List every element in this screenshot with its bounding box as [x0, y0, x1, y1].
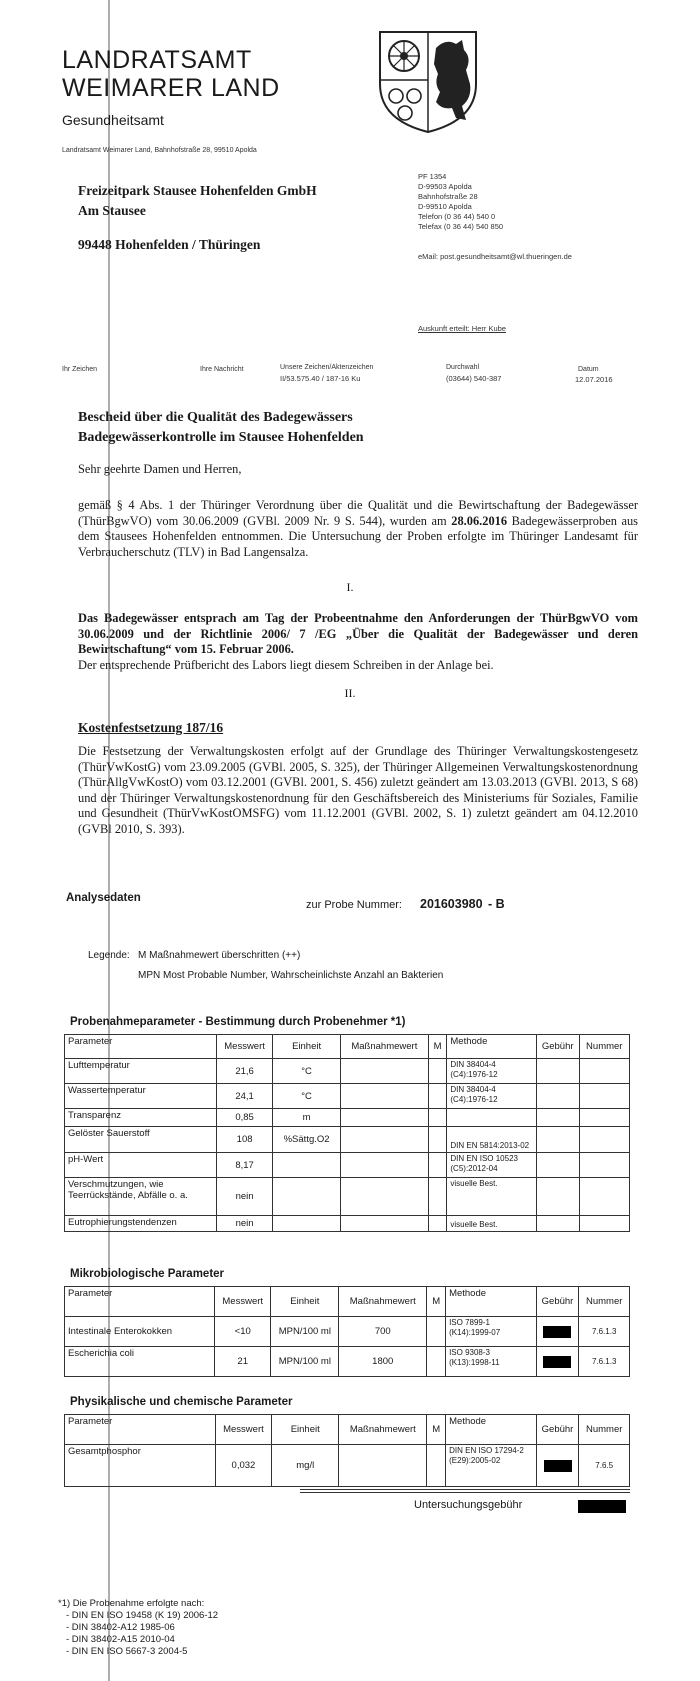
col-header: M [428, 1035, 447, 1059]
col-header: Maßnahmewert [339, 1415, 427, 1445]
footnote-item: - DIN 38402-A12 1985-06 [66, 1622, 175, 1633]
contact-line: Telefon (0 36 44) 540 0 [418, 212, 496, 221]
cell-m [428, 1127, 447, 1153]
cell-mw [340, 1153, 428, 1178]
col-header: Gebühr [536, 1415, 579, 1445]
cell-methode: DIN EN ISO 17294-2 (E29):2005-02 [446, 1445, 537, 1487]
redacted-fee [543, 1326, 571, 1338]
table-row [65, 1127, 630, 1153]
org-name-line2: WEIMARER LAND [62, 74, 280, 102]
contact-email: eMail: post.gesundheitsamt@wl.thueringen.de [418, 252, 572, 261]
p1-text-a: gemäß § 4 Abs. 1 der Thüringer Verordnung über die Qualität und die Bewirtschaftung der Badegewässer (ThürBgwVO) vom 30.06.2009 (GVBl. 2009 Nr. 9 S. 544), wurden am [78, 498, 638, 528]
table3-title: Physikalische und chemische Parameter [70, 1396, 293, 1408]
cell-wert: <10 [214, 1317, 270, 1347]
cell-gebuehr [536, 1178, 579, 1216]
cell-mw [340, 1109, 428, 1127]
col-header: Gebühr [536, 1035, 579, 1059]
table-mikrobiologie [64, 1286, 630, 1377]
cell-param: Transparenz [65, 1109, 217, 1127]
col-header: Messwert [215, 1415, 271, 1445]
cell-einheit: °C [273, 1084, 341, 1109]
paragraph-costs: Die Festsetzung der Verwaltungskosten erfolgt auf der Grundlage des Thüringer Verwaltungskostengesetz (ThürVwKostG) vom 23.09.2005 (GVBl. 2005, S. 325), der Thüringer Allgemeinen Verwaltungskostenordnung (ThürAllgVwKostO) vom 03.12.2001 (GVBl. 2001, S. 456) zuletzt geändert am 13.03.2013 (GVBl. 2013, S 68) und der Thüringer Verwaltungskostenordnung für den Geschäftsbereich des Ministeriums für Soziales, Familie und Gesundheit (ThürVwKostOMSFG) vom 11.12.2001 (GVBl. 2002, S. 1) zuletzt geändert am 04.12.2010 (GVBl 2010, S. 393). [78, 744, 638, 836]
table-row [65, 1153, 630, 1178]
cell-einheit: MPN/100 ml [271, 1317, 339, 1347]
footnote-item: - DIN 38402-A15 2010-04 [66, 1634, 175, 1645]
cell-m [427, 1317, 446, 1347]
cell-wert: nein [216, 1178, 272, 1216]
cell-gebuehr [536, 1127, 579, 1153]
fee-rule-top [300, 1489, 630, 1490]
col-header: Messwert [216, 1035, 272, 1059]
probe-number: 201603980 [420, 897, 483, 911]
cell-mw [340, 1216, 428, 1232]
redacted-fee [544, 1460, 572, 1472]
ref-unsere-value: II/53.575.40 / 187-16 Ku [280, 374, 361, 383]
legend-m: M Maßnahmewert überschritten (++) [138, 950, 301, 961]
cell-gebuehr [536, 1084, 579, 1109]
cell-methode: ISO 7899-1 (K14):1999-07 [446, 1317, 537, 1347]
cell-gebuehr [536, 1347, 579, 1377]
cell-einheit: mg/l [272, 1445, 339, 1487]
footnote-title: *1) Die Probenahme erfolgte nach: [58, 1598, 205, 1609]
fee-label: Untersuchungsgebühr [414, 1499, 523, 1511]
table-row [65, 1178, 630, 1216]
cell-m [428, 1059, 447, 1084]
col-header: Messwert [214, 1287, 270, 1317]
analysis-title: Analysedaten [66, 892, 141, 904]
cell-nummer [579, 1153, 629, 1178]
cell-mw: 700 [339, 1317, 427, 1347]
ref-ihre-nachricht: Ihre Nachricht [200, 366, 244, 373]
cell-nummer [579, 1127, 629, 1153]
paragraph-sampling [78, 498, 638, 560]
contact-line: D-99510 Apolda [418, 202, 472, 211]
col-header: Einheit [271, 1287, 339, 1317]
cell-wert: 0,032 [215, 1445, 271, 1487]
table-row [65, 1445, 630, 1487]
kosten-heading: Kostenfestsetzung 187/16 [78, 720, 224, 735]
cell-einheit: °C [273, 1059, 341, 1084]
cell-mw [340, 1059, 428, 1084]
col-header: Gebühr [536, 1287, 579, 1317]
fee-rule-bottom [300, 1492, 630, 1493]
cell-param: Intestinale Enterokokken [65, 1317, 215, 1347]
cell-mw [340, 1127, 428, 1153]
cell-m [428, 1109, 447, 1127]
table-row [65, 1317, 630, 1347]
recipient-city: 99448 Hohenfelden / Thüringen [78, 237, 261, 252]
cell-methode: DIN 38404-4 (C4):1976-12 [447, 1059, 536, 1084]
col-header: Parameter [65, 1035, 217, 1059]
footnote-item: - DIN EN ISO 19458 (K 19) 2006-12 [66, 1610, 219, 1621]
col-header: Einheit [273, 1035, 341, 1059]
section-roman-2: II. [344, 686, 356, 700]
org-name-line1: LANDRATSAMT [62, 46, 252, 74]
subject-line1: Bescheid über die Qualität des Badegewässers [78, 410, 353, 425]
ref-ihr-zeichen: Ihr Zeichen [62, 366, 98, 373]
cell-param: Gesamtphosphor [65, 1445, 216, 1487]
return-address: Landratsamt Weimarer Land, Bahnhofstraße 28, 99510 Apolda [62, 147, 257, 154]
cell-mw [340, 1084, 428, 1109]
ref-unsere-label: Unsere Zeichen/Aktenzeichen [280, 364, 374, 371]
legend-mpn: MPN Most Probable Number, Wahrscheinlichste Anzahl an Bakterien [138, 970, 444, 981]
cell-mw [339, 1445, 427, 1487]
cell-einheit: m [273, 1109, 341, 1127]
cell-m [428, 1153, 447, 1178]
salutation: Sehr geehrte Damen und Herren, [78, 462, 242, 476]
cell-gebuehr [536, 1109, 579, 1127]
cell-einheit [273, 1216, 341, 1232]
recipient-street: Am Stausee [78, 203, 146, 218]
cell-methode: DIN EN ISO 10523 (C5):2012-04 [447, 1153, 536, 1178]
col-header: Nummer [579, 1035, 629, 1059]
probe-suffix: - B [488, 897, 505, 911]
cell-methode: visuelle Best. [447, 1178, 536, 1216]
cell-methode: DIN 38404-4 (C4):1976-12 [447, 1084, 536, 1109]
auskunft-erteilt: Auskunft erteilt: Herr Kube [418, 324, 506, 333]
col-header: M [427, 1287, 446, 1317]
cell-methode: visuelle Best. [447, 1216, 536, 1232]
redacted-fee [543, 1356, 571, 1368]
cell-param: Wassertemperatur [65, 1084, 217, 1109]
cell-methode [447, 1109, 536, 1127]
cell-methode: DIN EN 5814:2013-02 [447, 1127, 536, 1153]
ref-durchwahl-label: Durchwahl [446, 364, 480, 371]
contact-line: Telefax (0 36 44) 540 850 [418, 222, 504, 231]
legend-label: Legende: [88, 950, 130, 961]
coat-of-arms-logo [376, 28, 480, 139]
cell-param: Eutrophierungstendenzen [65, 1216, 217, 1232]
cell-nummer: 7.6.5 [579, 1445, 630, 1487]
cell-m [428, 1178, 447, 1216]
p1-text-b: Badegewässerproben aus dem Stausees Hohenfelden entnommen. Die Untersuchung der Proben erfolgte im Thüringer Landesamt für Verbraucherschutz (TLV) in Bad Langensalza. [78, 513, 638, 559]
cell-wert: 24,1 [216, 1084, 272, 1109]
contact-line: PF 1354 [418, 172, 447, 181]
cell-param: Verschmutzungen, wie Teerrückstände, Abfälle o. a. [65, 1178, 217, 1216]
cell-gebuehr [536, 1317, 579, 1347]
col-header: Parameter [65, 1287, 215, 1317]
contact-line: D-99503 Apolda [418, 182, 472, 191]
col-header: Parameter [65, 1415, 216, 1445]
cell-nummer [579, 1178, 629, 1216]
table-row [65, 1084, 630, 1109]
cell-gebuehr [536, 1216, 579, 1232]
ref-durchwahl-value: (03644) 540-387 [446, 374, 502, 383]
cell-nummer: 7.6.1.3 [579, 1347, 630, 1377]
col-header: Methode [446, 1287, 537, 1317]
ref-datum-value: 12.07.2016 [575, 375, 613, 384]
cell-nummer [579, 1109, 629, 1127]
paragraph-result: Das Badegewässer entsprach am Tag der Probeentnahme den Anforderungen der ThürBgwVO vom 30.06.2009 und der Richtlinie 2006/ 7 /EG „Über die Qualität der Badegewässer und deren Bewirtschaftung“ vom 15. Februar 2006. [78, 611, 638, 657]
col-header: Methode [447, 1035, 536, 1059]
cell-nummer [579, 1059, 629, 1084]
redacted-total-fee [578, 1500, 626, 1513]
probe-number-label: zur Probe Nummer: [306, 899, 402, 911]
cell-param: Gelöster Sauerstoff [65, 1127, 217, 1153]
cell-einheit: %Sättg.O2 [273, 1127, 341, 1153]
cell-gebuehr [536, 1059, 579, 1084]
col-header: M [427, 1415, 446, 1445]
table-probenahme [64, 1034, 630, 1232]
cell-param: Lufttemperatur [65, 1059, 217, 1084]
ref-datum-label: Datum [578, 366, 599, 373]
col-header: Methode [446, 1415, 537, 1445]
footnote-block [58, 1598, 218, 1658]
paragraph-report: Der entsprechende Prüfbericht des Labors liegt diesem Schreiben in der Anlage bei. [78, 658, 494, 672]
cell-gebuehr [536, 1445, 579, 1487]
col-header: Einheit [272, 1415, 339, 1445]
cell-einheit: MPN/100 ml [271, 1347, 339, 1377]
cell-m [427, 1347, 446, 1377]
cell-nummer: 7.6.1.3 [579, 1317, 630, 1347]
table-row [65, 1347, 630, 1377]
cell-nummer [579, 1216, 629, 1232]
recipient-name: Freizeitpark Stausee Hohenfelden GmbH [78, 183, 317, 198]
cell-methode: ISO 9308-3 (K13):1998-11 [446, 1347, 537, 1377]
col-header: Nummer [579, 1287, 630, 1317]
cell-mw: 1800 [339, 1347, 427, 1377]
contact-block [418, 172, 503, 232]
cell-wert: 21 [214, 1347, 270, 1377]
cell-wert: 21,6 [216, 1059, 272, 1084]
cell-mw [340, 1178, 428, 1216]
cell-einheit [273, 1153, 341, 1178]
cell-wert: 0,85 [216, 1109, 272, 1127]
cell-gebuehr [536, 1153, 579, 1178]
org-department: Gesundheitsamt [62, 112, 164, 128]
subject-line2: Badegewässerkontrolle im Stausee Hohenfelden [78, 430, 364, 445]
cell-wert: 8,17 [216, 1153, 272, 1178]
cell-m [428, 1084, 447, 1109]
col-header: Nummer [579, 1415, 630, 1445]
table2-title: Mikrobiologische Parameter [70, 1268, 225, 1280]
table-row [65, 1109, 630, 1127]
table-physik-chemie [64, 1414, 630, 1487]
cell-nummer [579, 1084, 629, 1109]
col-header: Maßnahmewert [339, 1287, 427, 1317]
cell-m [428, 1216, 447, 1232]
p1-sample-date: 28.06.2016 [451, 513, 508, 528]
cell-wert: 108 [216, 1127, 272, 1153]
table-row [65, 1059, 630, 1084]
section-roman-1: I. [346, 580, 354, 594]
table-row [65, 1216, 630, 1232]
cell-param: Escherichia coli [65, 1347, 215, 1377]
cell-einheit [273, 1178, 341, 1216]
footnote-item: - DIN EN ISO 5667-3 2004-5 [66, 1646, 188, 1657]
col-header: Maßnahmewert [340, 1035, 428, 1059]
cell-wert: nein [216, 1216, 272, 1232]
cell-param: pH-Wert [65, 1153, 217, 1178]
contact-line: Bahnhofstraße 28 [418, 192, 478, 201]
cell-m [427, 1445, 446, 1487]
table1-title: Probenahmeparameter - Bestimmung durch Probenehmer *1) [70, 1016, 406, 1028]
